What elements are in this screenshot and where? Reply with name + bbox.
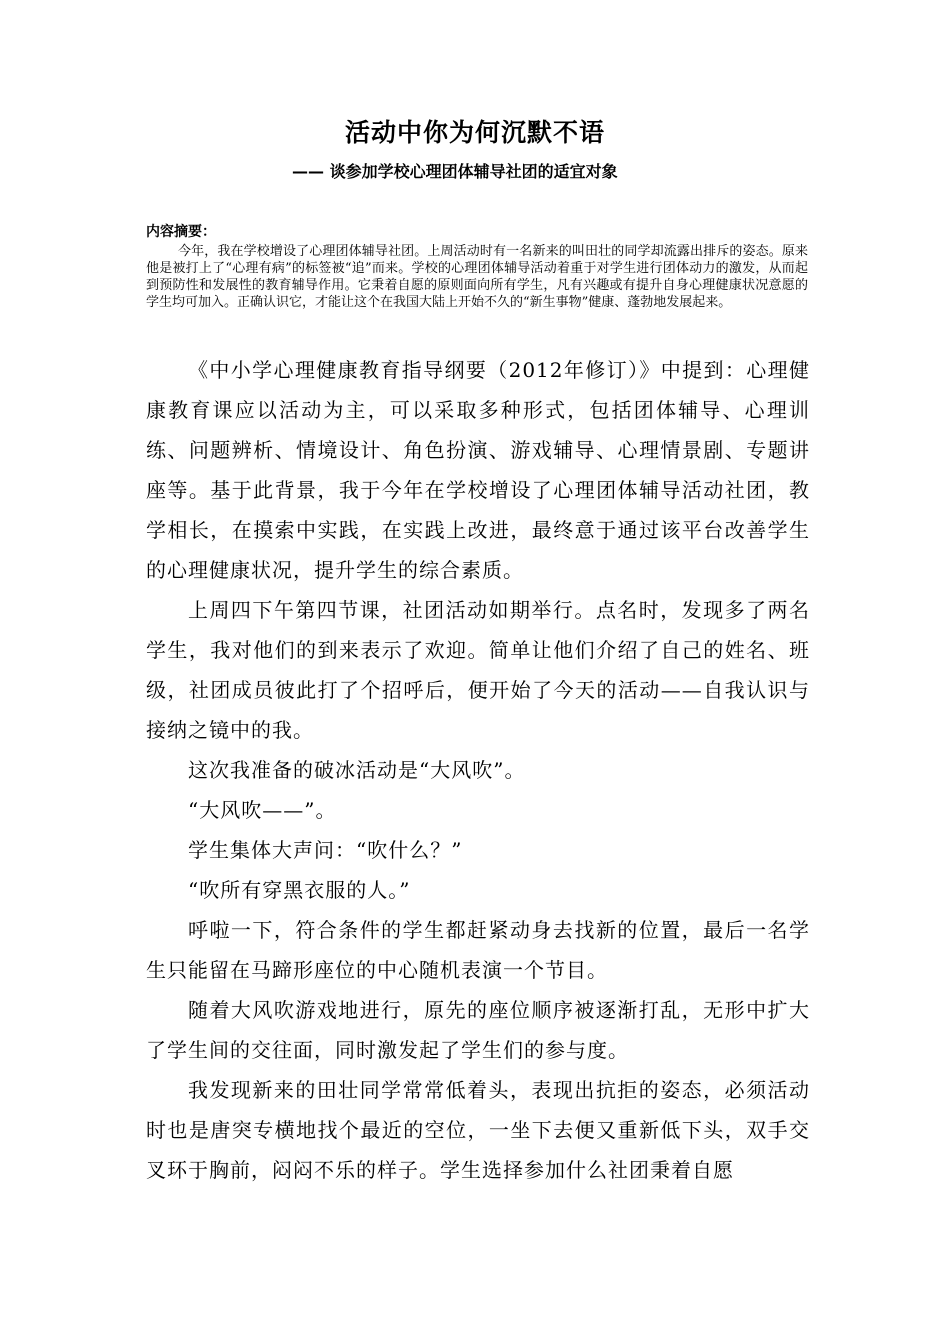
body-paragraph: 随着大风吹游戏地进行，原先的座位顺序被逐渐打乱，无形中扩大了学生间的交往面，同时激发起了学生们的参与度。: [146, 998, 810, 1062]
body-paragraph: 这次我准备的破冰活动是“大风吹”。: [188, 758, 526, 782]
body-paragraph: “大风吹——”。: [188, 798, 337, 822]
body-paragraph: 我发现新来的田壮同学常常低着头，表现出抗拒的姿态，必须活动时也是唐突专横地找个最近的空位，一坐下去便又重新低下头，双手交叉环于胸前，闷闷不乐的样子。学生选择参加什么社团秉着自愿: [146, 1078, 810, 1182]
body-text: [146, 350, 810, 1190]
body-paragraph: 呼啦一下，符合条件的学生都赶紧动身去找新的位置，最后一名学生只能留在马蹄形座位的中心随机表演一个节目。: [146, 918, 810, 982]
document-title: 活动中你为何沉默不语: [344, 118, 605, 147]
abstract-text: 今年，我在学校增设了心理团体辅导社团。上周活动时有一名新来的叫田壮的同学却流露出排斥的姿态。原来他是被打上了“心理有病”的标签被“追”而来。学校的心理团体辅导活动着重于对学生进行团体动力的激发，从而起到预防性和发展性的教育辅导作用。它秉着自愿的原则面向所有学生，凡有兴趣或有提升自身心理健康状况意愿的学生均可加入。正确认识它，才能让这个在我国大陆上开始不久的“新生事物”健康、蓬勃地发展起来。: [146, 244, 808, 310]
abstract-label: 内容摘要：: [146, 224, 216, 240]
body-paragraph: “吹所有穿黑衣服的人。”: [188, 878, 411, 902]
document-subtitle: —— 谈参加学校心理团体辅导社团的适宜对象: [292, 162, 618, 181]
body-paragraph: 上周四下午第四节课，社团活动如期举行。点名时，发现多了两名学生，我对他们的到来表示了欢迎。简单让他们介绍了自己的姓名、班级，社团成员彼此打了个招呼后，便开始了今天的活动——自我认识与接纳之镜中的我。: [146, 598, 810, 742]
body-paragraph: 《中小学心理健康教育指导纲要（2012年修订）》中提到：心理健康教育课应以活动为主，可以采取多种形式，包括团体辅导、心理训练、问题辨析、情境设计、角色扮演、游戏辅导、心理情景剧、专题讲座等。基于此背景，我于今年在学校增设了心理团体辅导活动社团，教学相长，在摸索中实践，在实践上改进，最终意于通过该平台改善学生的心理健康状况，提升学生的综合素质。: [146, 358, 810, 582]
body-paragraph: 学生集体大声问：“吹什么？”: [188, 838, 463, 862]
